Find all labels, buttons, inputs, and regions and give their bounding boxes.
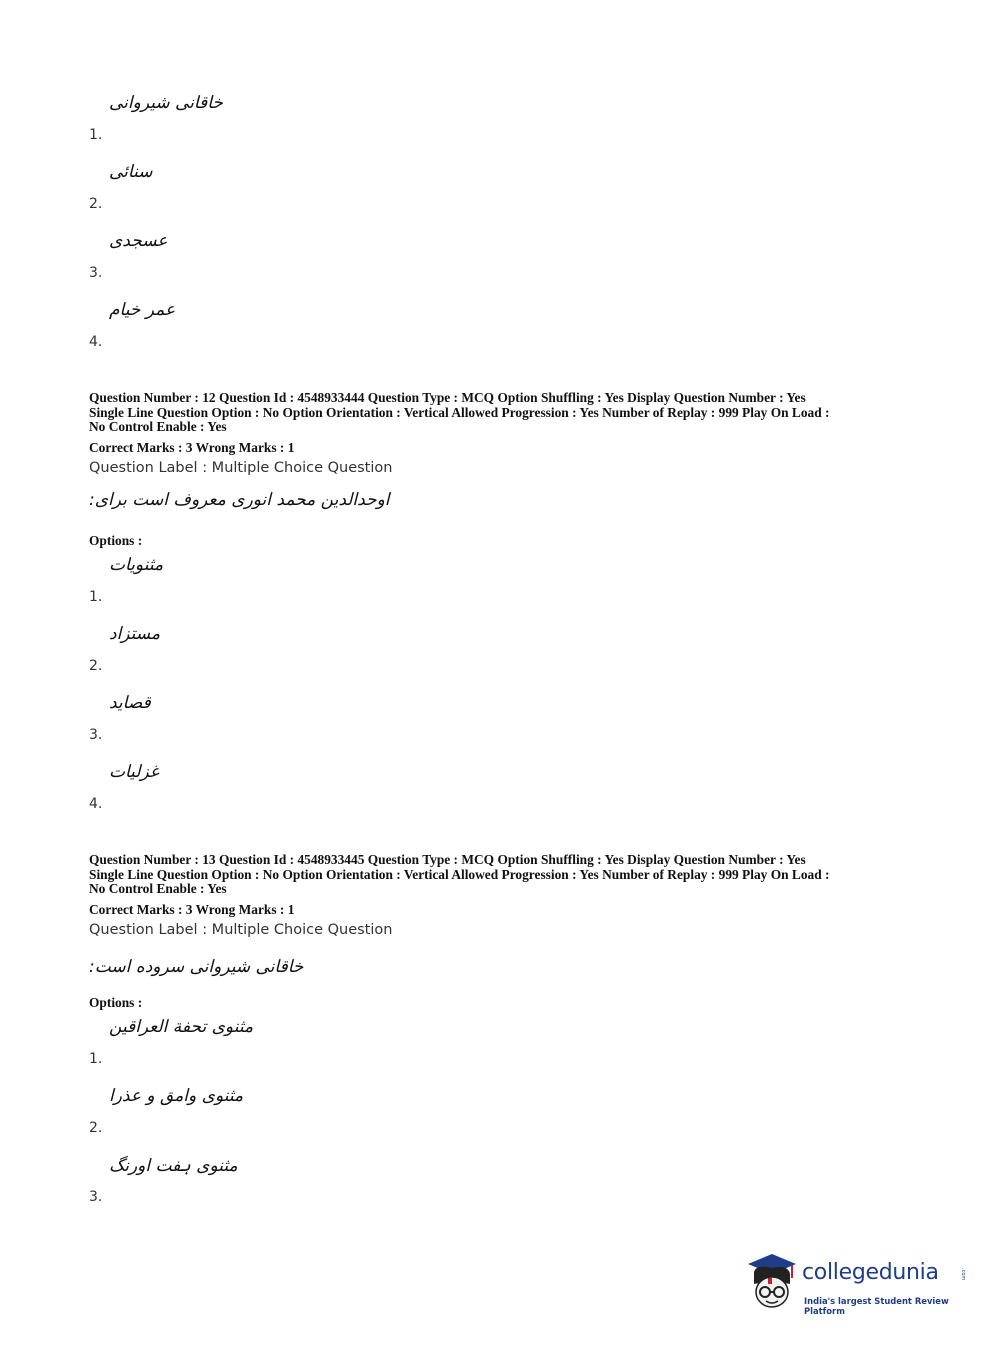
- option-number: 1.: [89, 589, 103, 605]
- collegedunia-logo[interactable]: [742, 1250, 972, 1316]
- question-12-options-label: Options :: [89, 533, 143, 548]
- question-13-options-label: Options :: [89, 995, 143, 1010]
- option-text: عسجدی: [109, 231, 168, 251]
- option-number: 3.: [89, 727, 103, 743]
- option-number: 1.: [89, 127, 103, 143]
- option-number: 2.: [89, 658, 103, 674]
- option-text: سنائی: [109, 162, 153, 182]
- meta-line: No Control Enable : Yes: [89, 881, 227, 896]
- question-12-marks: Correct Marks : 3 Wrong Marks : 1: [89, 440, 295, 455]
- question-12-meta: [89, 391, 919, 435]
- logo-wordmark: collegedunia: [802, 1260, 939, 1285]
- option-number: 1.: [89, 1051, 103, 1067]
- option-text: عمر خیام: [109, 300, 176, 320]
- meta-line: Single Line Question Option : No Option Orientation : Vertical Allowed Progression : Yes Number of Replay : 999 Play On Load :: [89, 404, 830, 420]
- q12-option-3[interactable]: [89, 693, 389, 743]
- option-number: 3.: [89, 1189, 103, 1205]
- option-number: 2.: [89, 196, 103, 212]
- option-text: خاقانی شیروانی: [109, 93, 223, 113]
- q13-option-1[interactable]: [89, 1017, 389, 1067]
- option-text: مثنوی وامق و عذرا: [109, 1086, 244, 1106]
- option-text: غزلیات: [109, 762, 159, 782]
- option-number: 4.: [89, 334, 103, 350]
- option-number: 4.: [89, 796, 103, 812]
- meta-line: Single Line Question Option : No Option Orientation : Vertical Allowed Progression : Yes Number of Replay : 999 Play On Load :: [89, 866, 830, 882]
- meta-line: Question Number : 13 Question Id : 4548933445 Question Type : MCQ Option Shuffling : Yes Display Question Number : Yes: [89, 852, 806, 867]
- option-number: 3.: [89, 265, 103, 281]
- q12-option-2[interactable]: [89, 624, 389, 674]
- prev-option-2[interactable]: [89, 162, 389, 212]
- option-text: قصاید: [109, 693, 151, 713]
- meta-line: Question Number : 12 Question Id : 4548933444 Question Type : MCQ Option Shuffling : Yes Display Question Number : Yes: [89, 390, 806, 405]
- question-13-marks: Correct Marks : 3 Wrong Marks : 1: [89, 902, 295, 917]
- q13-option-2[interactable]: [89, 1086, 389, 1136]
- logo-tagline: India's largest Student Review Platform: [804, 1296, 949, 1316]
- option-text: مثنوی ہفت اورنگ: [109, 1156, 238, 1176]
- q12-option-4[interactable]: [89, 762, 389, 812]
- option-text: مستزاد: [109, 624, 161, 644]
- q13-option-3[interactable]: [89, 1155, 389, 1205]
- prev-option-3[interactable]: [89, 231, 389, 281]
- option-text: مثنویات: [109, 555, 164, 575]
- student-mascot-icon: [742, 1250, 800, 1310]
- logo-domain: .com: [960, 1268, 966, 1281]
- question-12-text: اوحدالدین محمد انوری معروف است برای:: [89, 490, 390, 510]
- option-number: 2.: [89, 1120, 103, 1136]
- q12-option-1[interactable]: [89, 555, 389, 605]
- prev-option-1[interactable]: [89, 93, 389, 143]
- prev-option-4[interactable]: [89, 300, 389, 350]
- question-12-label: Question Label : Multiple Choice Question: [89, 460, 393, 476]
- question-13-meta: [89, 853, 919, 897]
- meta-line: No Control Enable : Yes: [89, 419, 227, 434]
- option-text: مثنوی تحفة العراقین: [109, 1017, 254, 1037]
- question-13-label: Question Label : Multiple Choice Question: [89, 922, 393, 938]
- question-13-text: خاقانی شیروانی سروده است:: [89, 957, 304, 977]
